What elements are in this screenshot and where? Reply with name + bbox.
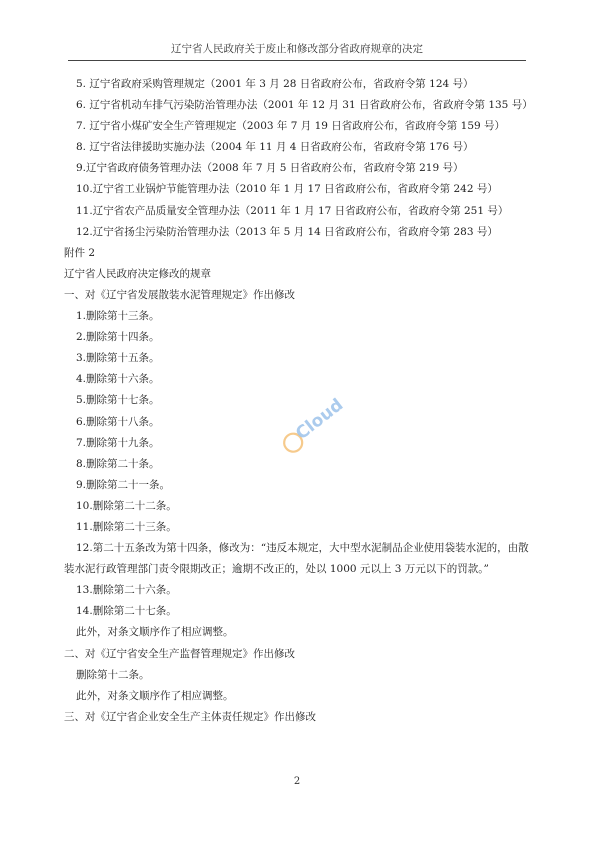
list-line: 11.辽宁省农产品质量安全管理办法（2011 年 1 月 17 日省政府公布，省政府令第 251 号） (76, 204, 509, 217)
page-number: 2 (293, 776, 301, 787)
paragraph-12-line-1: 12.第二十五条改为第十四条，修改为：“违反本规定，大中型水泥制品企业使用袋装水泥的，由散 (76, 542, 529, 555)
attachment-title: 辽宁省人民政府决定修改的规章 (64, 267, 211, 280)
list-line: 2.删除第十四条。 (76, 331, 160, 344)
section-heading-1: 一、对《辽宁省发展散装水泥管理规定》作出修改 (64, 288, 295, 301)
note-line: 此外，对条文顺序作了相应调整。 (76, 626, 234, 639)
list-line: 10.删除第二十二条。 (76, 499, 177, 512)
paragraph-12-line-2: 装水泥行政管理部门责令限期改正；逾期不改正的，处以 1000 元以上 3 万元以下的罚款。” (64, 563, 489, 576)
section-heading-3: 三、对《辽宁省企业安全生产主体责任规定》作出修改 (64, 710, 316, 723)
list-line: 7.删除第十九条。 (76, 436, 160, 449)
list-line: 6. 辽宁省机动车排气污染防治管理办法（2001 年 12 月 31 日省政府公布，省政府令第 135 号） (76, 99, 533, 112)
list-line: 12.辽宁省扬尘污染防治管理办法（2013 年 5 月 14 日省政府公布，省政府令第 283 号） (76, 225, 498, 238)
list-line: 8.删除第二十条。 (76, 457, 160, 470)
cloud-watermark-logo (262, 378, 352, 468)
list-line: 3.删除第十五条。 (76, 352, 160, 365)
list-line: 1.删除第十三条。 (76, 310, 160, 323)
list-line: 9.删除第二十一条。 (76, 478, 171, 491)
list-line: 4.删除第十六条。 (76, 373, 160, 386)
list-line: 10.辽宁省工业锅炉节能管理办法（2010 年 1 月 17 日省政府公布，省政府令第 242 号） (76, 183, 498, 196)
list-line: 8. 辽宁省法律援助实施办法（2004 年 11 月 4 日省政府公布，省政府令第 176 号） (76, 141, 474, 154)
list-line: 7. 辽宁省小煤矿安全生产管理规定（2003 年 7 月 19 日省政府公布，省政府令第 159 号） (76, 120, 506, 133)
list-line: 9.辽宁省政府债务管理办法（2008 年 7 月 5 日省政府公布，省政府令第 219 号） (76, 162, 464, 175)
list-line: 6.删除第十八条。 (76, 415, 160, 428)
section-heading-2: 二、对《辽宁省安全生产监督管理规定》作出修改 (64, 647, 295, 660)
list-line: 11.删除第二十三条。 (76, 520, 177, 533)
list-line: 5. 辽宁省政府采购管理规定（2001 年 3 月 28 日省政府公布，省政府令第 124 号） (76, 78, 474, 90)
paragraph-12 (64, 538, 529, 580)
page-header: 辽宁省人民政府关于废止和修改部分省政府规章的决定 (171, 43, 423, 55)
note-line: 此外，对条文顺序作了相应调整。 (76, 689, 234, 702)
header-rule (68, 60, 526, 61)
attachment-label: 附件 2 (64, 246, 96, 259)
list-line: 13.删除第二十六条。 (76, 584, 177, 597)
list-line: 5.删除第十七条。 (76, 394, 160, 407)
list-line: 14.删除第二十七条。 (76, 605, 177, 618)
list-line: 删除第十二条。 (76, 668, 150, 681)
watermark-text: Cloud (292, 394, 348, 445)
